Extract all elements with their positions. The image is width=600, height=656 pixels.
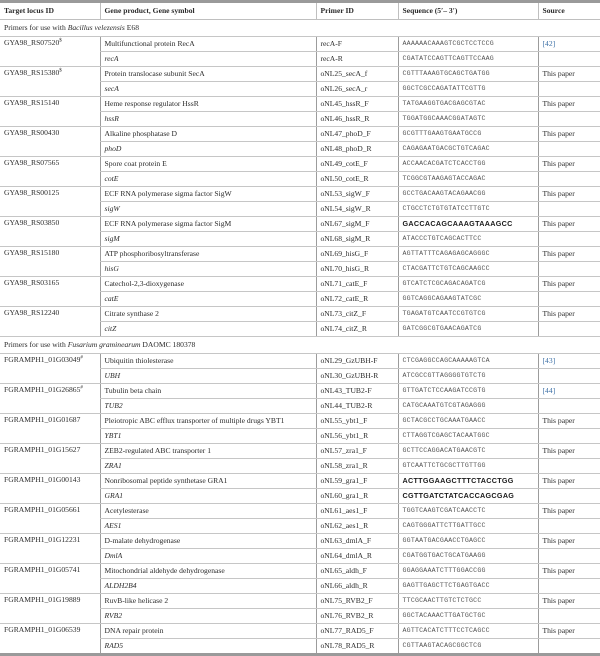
source bbox=[538, 549, 600, 564]
target-locus-id bbox=[0, 97, 100, 127]
gene-symbol: citZ bbox=[100, 322, 316, 337]
footnote-mark: # bbox=[80, 355, 83, 361]
source bbox=[538, 429, 600, 444]
gene-product: D-malate dehydrogenase bbox=[100, 534, 316, 549]
primer-id: oNL26_secA_r bbox=[316, 82, 398, 97]
primer-sequence: GATCGGCGTGAACAGATCG bbox=[398, 322, 538, 337]
gene-product: Mitochondrial aldehyde dehydrogenase bbox=[100, 564, 316, 579]
gene-product: Acetylesterase bbox=[100, 504, 316, 519]
locus-id-text: GYA98_RS12240 bbox=[4, 308, 60, 317]
locus-id-text: GYA98_RS15140 bbox=[4, 98, 60, 107]
primer-id: oNL25_secA_f bbox=[316, 67, 398, 82]
primer-sequence: ATCGCCGTTAGGGGTGTCTG bbox=[398, 369, 538, 384]
primer-sequence: AGTTCACATCTTTCCTCAGCC bbox=[398, 624, 538, 639]
gene-product: DNA repair protein bbox=[100, 624, 316, 639]
primer-sequence: CAGTGGGATTCTTGATTGCC bbox=[398, 519, 538, 534]
locus-id-text: FGRAMPH1_01G00143 bbox=[4, 475, 81, 484]
source-cell bbox=[538, 37, 600, 52]
locus-id-text: FGRAMPH1_01G01687 bbox=[4, 415, 81, 424]
source bbox=[538, 519, 600, 534]
primer-id: oNL61_aes1_F bbox=[316, 504, 398, 519]
source: This paper bbox=[538, 564, 600, 579]
source-cell bbox=[538, 384, 600, 399]
source bbox=[538, 202, 600, 217]
gene-symbol: DmlA bbox=[100, 549, 316, 564]
source: This paper bbox=[538, 97, 600, 112]
table-row bbox=[0, 414, 600, 429]
primer-id: oNL50_cotE_R bbox=[316, 172, 398, 187]
primer-id: oNL49_cotE_F bbox=[316, 157, 398, 172]
source bbox=[538, 142, 600, 157]
source bbox=[538, 639, 600, 655]
target-locus-id bbox=[0, 504, 100, 534]
primer-sequence: GTTGATCTCCAAGATCCGTG bbox=[398, 384, 538, 399]
primer-id: oNL44_TUB2-R bbox=[316, 399, 398, 414]
table-header bbox=[0, 2, 600, 20]
target-locus-id bbox=[0, 277, 100, 307]
header-primer-id: Primer ID bbox=[316, 2, 398, 20]
locus-id-text: GYA98_RS00430 bbox=[4, 128, 60, 137]
locus-id-text: FGRAMPH1_01G12231 bbox=[4, 535, 81, 544]
table-row bbox=[0, 97, 600, 112]
gene-product: Tubulin beta chain bbox=[100, 384, 316, 399]
table-row bbox=[0, 534, 600, 549]
primer-id: recA-R bbox=[316, 52, 398, 67]
target-locus-id bbox=[0, 384, 100, 414]
primer-sequence: GCTTCCAGGACATGAACGTC bbox=[398, 444, 538, 459]
primer-id: oNL63_dmlA_F bbox=[316, 534, 398, 549]
gene-symbol: secA bbox=[100, 82, 316, 97]
primer-id: oNL55_ybt1_F bbox=[316, 414, 398, 429]
locus-id-text: GYA98_RS15380 bbox=[4, 68, 60, 77]
source bbox=[538, 82, 600, 97]
reference-link[interactable]: [42] bbox=[542, 39, 556, 49]
source: This paper bbox=[538, 594, 600, 609]
table-row bbox=[0, 217, 600, 232]
primer-id: oNL57_zra1_F bbox=[316, 444, 398, 459]
locus-id-text: FGRAMPH1_01G03049 bbox=[4, 355, 81, 364]
primer-sequence: TGGTCAAGTCGATCAACCTC bbox=[398, 504, 538, 519]
table-row bbox=[0, 504, 600, 519]
primer-sequence: TATGAAGGTGACGAGCGTAC bbox=[398, 97, 538, 112]
primer-sequence: ACCAACACGATCTCACCTGG bbox=[398, 157, 538, 172]
primer-id: oNL29_GzUBH-F bbox=[316, 354, 398, 369]
target-locus-id bbox=[0, 217, 100, 247]
table-row bbox=[0, 444, 600, 459]
primer-id: oNL54_sigW_R bbox=[316, 202, 398, 217]
primer-sequence: CTGCCTCTGTGTATCCTTGTC bbox=[398, 202, 538, 217]
primer-sequence: GACCACAGCAAAGTAAAGCC bbox=[398, 217, 538, 232]
primer-sequence: CATGCAAATGTCGTAGAGGG bbox=[398, 399, 538, 414]
primer-sequence: GGCTACAAACTTGATGCTGC bbox=[398, 609, 538, 624]
table-row bbox=[0, 157, 600, 172]
primer-id: oNL71_catE_F bbox=[316, 277, 398, 292]
primer-id: oNL53_sigW_F bbox=[316, 187, 398, 202]
primer-id: oNL69_hisG_F bbox=[316, 247, 398, 262]
locus-id-text: GYA98_RS03165 bbox=[4, 278, 60, 287]
primer-sequence: GGTCAGGCAGAAGTATCGC bbox=[398, 292, 538, 307]
gene-product: Heme response regulator HssR bbox=[100, 97, 316, 112]
source bbox=[538, 399, 600, 414]
source: This paper bbox=[538, 217, 600, 232]
primer-sequence: TCGGCGTAAGAGTACCAGAC bbox=[398, 172, 538, 187]
section-title-prefix: Primers for use with bbox=[4, 23, 68, 33]
gene-symbol: TUB2 bbox=[100, 399, 316, 414]
primer-id: oNL47_phoD_F bbox=[316, 127, 398, 142]
gene-product: Nonribosomal peptide synthetase GRA1 bbox=[100, 474, 316, 489]
primer-sequence: TTCGCAACTTGTCTCTGCC bbox=[398, 594, 538, 609]
header-target-locus: Target locus ID bbox=[0, 2, 100, 20]
source bbox=[538, 489, 600, 504]
source bbox=[538, 369, 600, 384]
primer-id: oNL74_citZ_R bbox=[316, 322, 398, 337]
table-row bbox=[0, 384, 600, 399]
source bbox=[538, 52, 600, 67]
primer-id: oNL75_RVB2_F bbox=[316, 594, 398, 609]
locus-id-text: FGRAMPH1_01G19889 bbox=[4, 595, 81, 604]
gene-symbol: RVB2 bbox=[100, 609, 316, 624]
gene-product: RuvB-like helicase 2 bbox=[100, 594, 316, 609]
primer-id: oNL30_GzUBH-R bbox=[316, 369, 398, 384]
footnote-mark: $ bbox=[59, 38, 62, 44]
primer-id: oNL67_sigM_F bbox=[316, 217, 398, 232]
target-locus-id bbox=[0, 564, 100, 594]
gene-symbol: GRA1 bbox=[100, 489, 316, 504]
primer-sequence: CTTAGGTCGAGCTACAATGGC bbox=[398, 429, 538, 444]
section-title bbox=[0, 20, 600, 37]
gene-product: ECF RNA polymerase sigma factor SigW bbox=[100, 187, 316, 202]
primer-sequence: CAGAGAATGACGCTGTCAGAC bbox=[398, 142, 538, 157]
target-locus-id bbox=[0, 624, 100, 655]
source bbox=[538, 459, 600, 474]
source: This paper bbox=[538, 247, 600, 262]
table-row bbox=[0, 187, 600, 202]
source: This paper bbox=[538, 307, 600, 322]
gene-product: Spore coat protein E bbox=[100, 157, 316, 172]
gene-symbol: hssR bbox=[100, 112, 316, 127]
source bbox=[538, 609, 600, 624]
target-locus-id bbox=[0, 414, 100, 444]
primer-id: oNL64_dmlA_R bbox=[316, 549, 398, 564]
primer-id: oNL73_citZ_F bbox=[316, 307, 398, 322]
header-gene-product: Gene product, Gene symbol bbox=[100, 2, 316, 20]
footnote-mark: $ bbox=[59, 68, 62, 74]
primer-id: oNL60_gra1_R bbox=[316, 489, 398, 504]
source: This paper bbox=[538, 414, 600, 429]
locus-id-text: GYA98_RS15180 bbox=[4, 248, 60, 257]
gene-symbol: RAD5 bbox=[100, 639, 316, 655]
primer-id: oNL70_hisG_R bbox=[316, 262, 398, 277]
target-locus-id bbox=[0, 67, 100, 97]
source-cell bbox=[538, 354, 600, 369]
source: This paper bbox=[538, 187, 600, 202]
primer-sequence: CGATGGTGACTGCATGAAGG bbox=[398, 549, 538, 564]
table-row bbox=[0, 67, 600, 82]
gene-symbol: UBH bbox=[100, 369, 316, 384]
gene-product: ECF RNA polymerase sigma factor SigM bbox=[100, 217, 316, 232]
primer-sequence: GAGTTGAGCTTCTGAGTGACC bbox=[398, 579, 538, 594]
primer-id: oNL76_RVB2_R bbox=[316, 609, 398, 624]
section-title bbox=[0, 337, 600, 354]
source: This paper bbox=[538, 157, 600, 172]
source: This paper bbox=[538, 534, 600, 549]
reference-link[interactable]: [44] bbox=[542, 386, 556, 396]
gene-product: Ubiquitin thiolesterase bbox=[100, 354, 316, 369]
source bbox=[538, 322, 600, 337]
primer-id: oNL45_hssR_F bbox=[316, 97, 398, 112]
gene-symbol: AES1 bbox=[100, 519, 316, 534]
gene-product: Multifunctional protein RecA bbox=[100, 37, 316, 52]
target-locus-id bbox=[0, 307, 100, 337]
primer-id: oNL43_TUB2-F bbox=[316, 384, 398, 399]
target-locus-id bbox=[0, 157, 100, 187]
source bbox=[538, 112, 600, 127]
locus-id-text: GYA98_RS03850 bbox=[4, 218, 60, 227]
primer-sequence: ATACCCTGTCAGCACTTCC bbox=[398, 232, 538, 247]
section-header-row bbox=[0, 20, 600, 37]
gene-symbol: ZRA1 bbox=[100, 459, 316, 474]
gene-product: ZEB2-regulated ABC transporter 1 bbox=[100, 444, 316, 459]
section-title-organism: Bacillus velezensis bbox=[67, 23, 125, 33]
table-row bbox=[0, 127, 600, 142]
table-row bbox=[0, 247, 600, 262]
primer-id: oNL56_ybt1_R bbox=[316, 429, 398, 444]
primer-id: recA-F bbox=[316, 37, 398, 52]
section-title-prefix: Primers for use with bbox=[4, 340, 68, 350]
gene-symbol: ALDH2B4 bbox=[100, 579, 316, 594]
gene-symbol: sigW bbox=[100, 202, 316, 217]
source bbox=[538, 232, 600, 247]
gene-product: Protein translocase subunit SecA bbox=[100, 67, 316, 82]
gene-product: Catechol-2,3-dioxygenase bbox=[100, 277, 316, 292]
target-locus-id bbox=[0, 37, 100, 67]
locus-id-text: GYA98_RS00125 bbox=[4, 188, 60, 197]
source: This paper bbox=[538, 444, 600, 459]
target-locus-id bbox=[0, 247, 100, 277]
gene-symbol: YBT1 bbox=[100, 429, 316, 444]
section-title-organism: Fusarium graminearum bbox=[67, 340, 141, 350]
gene-product: Alkaline phosphatase D bbox=[100, 127, 316, 142]
target-locus-id bbox=[0, 187, 100, 217]
gene-symbol: catE bbox=[100, 292, 316, 307]
primer-sequence: GCGTTTGAAGTGAATGCCG bbox=[398, 127, 538, 142]
locus-id-text: GYA98_RS07565 bbox=[4, 158, 60, 167]
primer-id: oNL68_sigM_R bbox=[316, 232, 398, 247]
locus-id-text: FGRAMPH1_01G05661 bbox=[4, 505, 81, 514]
source: This paper bbox=[538, 127, 600, 142]
header-sequence: Sequence (5′– 3′) bbox=[398, 2, 538, 20]
source bbox=[538, 292, 600, 307]
target-locus-id bbox=[0, 127, 100, 157]
target-locus-id bbox=[0, 354, 100, 384]
primer-id: oNL48_phoD_R bbox=[316, 142, 398, 157]
primer-sequence: ACTTGGAAGCTTTCTACCTGG bbox=[398, 474, 538, 489]
target-locus-id bbox=[0, 474, 100, 504]
table-row bbox=[0, 564, 600, 579]
gene-product: Citrate synthase 2 bbox=[100, 307, 316, 322]
source: This paper bbox=[538, 474, 600, 489]
gene-symbol: phoD bbox=[100, 142, 316, 157]
table-row bbox=[0, 37, 600, 52]
primer-id: oNL65_aldh_F bbox=[316, 564, 398, 579]
primer-id: oNL72_catE_R bbox=[316, 292, 398, 307]
locus-id-text: FGRAMPH1_01G06539 bbox=[4, 625, 81, 634]
primer-sequence: TGAGATGTCAATCCGTGTCG bbox=[398, 307, 538, 322]
primer-sequence: AAAAAACAAAGTCGCTCCTCCG bbox=[398, 37, 538, 52]
primer-sequence: GTCAATTCTGCGCTTGTTGG bbox=[398, 459, 538, 474]
primer-sequence: GGTAATGACGAACCTGAGCC bbox=[398, 534, 538, 549]
target-locus-id bbox=[0, 594, 100, 624]
gene-symbol: recA bbox=[100, 52, 316, 67]
primer-id: oNL59_gra1_F bbox=[316, 474, 398, 489]
source bbox=[538, 579, 600, 594]
section-header-row bbox=[0, 337, 600, 354]
primer-sequence: GTCATCTCGCAGACAGATCG bbox=[398, 277, 538, 292]
target-locus-id bbox=[0, 444, 100, 474]
locus-id-text: FGRAMPH1_01G26865 bbox=[4, 385, 81, 394]
locus-id-text: FGRAMPH1_01G15627 bbox=[4, 445, 81, 454]
gene-product: ATP phosphoribosyltransferase bbox=[100, 247, 316, 262]
primer-id: oNL66_aldh_R bbox=[316, 579, 398, 594]
table-row bbox=[0, 354, 600, 369]
reference-link[interactable]: [43] bbox=[542, 356, 556, 366]
gene-symbol: hisG bbox=[100, 262, 316, 277]
primer-sequence: CTACGATTCTGTCAGCAAGCC bbox=[398, 262, 538, 277]
table-row bbox=[0, 307, 600, 322]
source: This paper bbox=[538, 624, 600, 639]
primer-sequence: CGATATCCAGTTCAGTTCCAAG bbox=[398, 52, 538, 67]
source bbox=[538, 172, 600, 187]
table-body bbox=[0, 20, 600, 655]
header-source: Source bbox=[538, 2, 600, 20]
primer-id: oNL77_RAD5_F bbox=[316, 624, 398, 639]
primer-sequence: AGTTATTTCAGAGAGCAGGGC bbox=[398, 247, 538, 262]
primer-id: oNL62_aes1_R bbox=[316, 519, 398, 534]
primer-sequence: GCTACGCCTGCAAATGAACC bbox=[398, 414, 538, 429]
section-title-suffix: E68 bbox=[124, 23, 139, 33]
primer-id: oNL78_RAD5_R bbox=[316, 639, 398, 655]
primer-id: oNL58_zra1_R bbox=[316, 459, 398, 474]
gene-symbol: cotE bbox=[100, 172, 316, 187]
gene-symbol: sigM bbox=[100, 232, 316, 247]
primer-sequence: GCCTGACAAGTACAGAACGG bbox=[398, 187, 538, 202]
primer-sequence: GGCTCGCCAGATATTCGTTG bbox=[398, 82, 538, 97]
primer-sequence: CTCGAGGCCAGCAAAAAGTCA bbox=[398, 354, 538, 369]
primer-sequence: TGGATGGCAAACGGATAGTC bbox=[398, 112, 538, 127]
primer-sequence: CGTTAAGTACAGCGGCTCG bbox=[398, 639, 538, 655]
source: This paper bbox=[538, 504, 600, 519]
locus-id-text: FGRAMPH1_01G05741 bbox=[4, 565, 81, 574]
locus-id-text: GYA98_RS07520 bbox=[4, 38, 60, 47]
primer-sequence: CGTTTAAAGTGCAGCTGATGG bbox=[398, 67, 538, 82]
source bbox=[538, 262, 600, 277]
footnote-mark: # bbox=[80, 385, 83, 391]
target-locus-id bbox=[0, 534, 100, 564]
section-title-suffix: DAOMC 180378 bbox=[140, 340, 196, 350]
primer-sequence: GGAGGAAATCTTTGGACCGG bbox=[398, 564, 538, 579]
primer-id: oNL46_hssR_R bbox=[316, 112, 398, 127]
table-row bbox=[0, 474, 600, 489]
table-row bbox=[0, 277, 600, 292]
table-row bbox=[0, 594, 600, 609]
primer-sequence: CGTTGATCTATCACCAGCGAG bbox=[398, 489, 538, 504]
source: This paper bbox=[538, 277, 600, 292]
gene-product: Pleiotropic ABC efflux transporter of multiple drugs YBT1 bbox=[100, 414, 316, 429]
table-row bbox=[0, 624, 600, 639]
source: This paper bbox=[538, 67, 600, 82]
